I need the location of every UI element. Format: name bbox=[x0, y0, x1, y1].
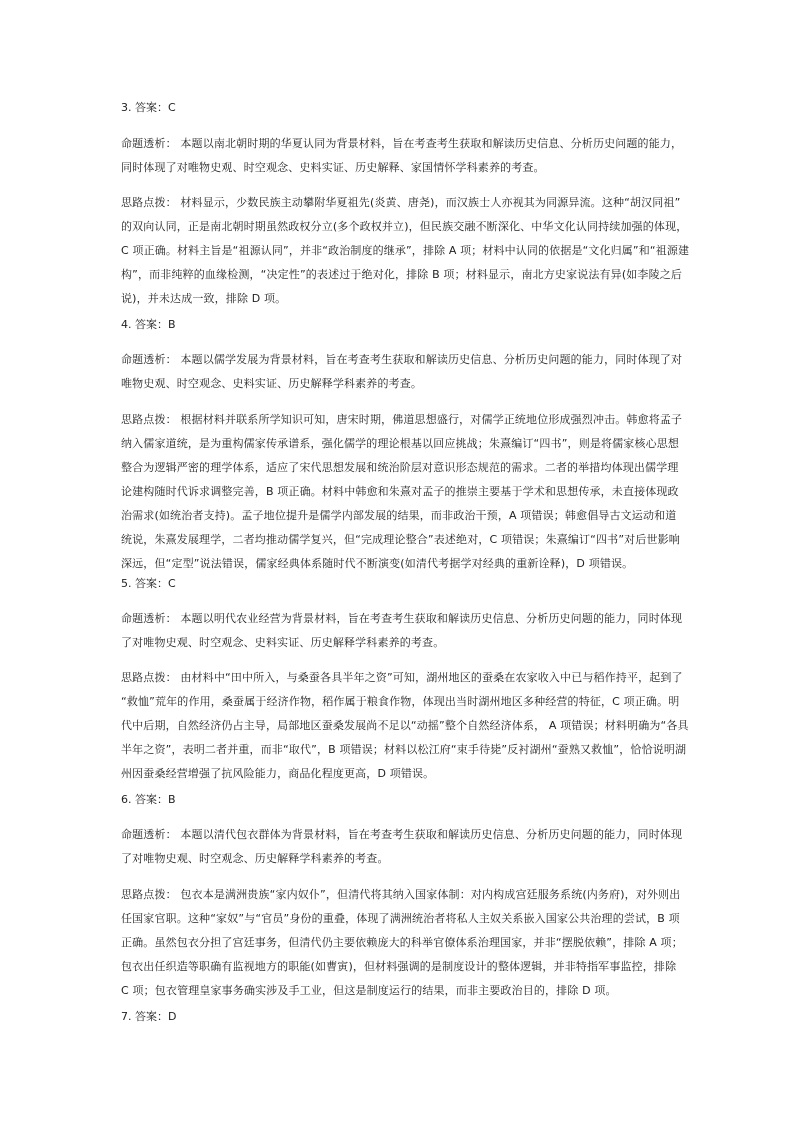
text-line: 命题透析： 本题以南北朝时期的华夏认同为背景材料，旨在考查考生获取和解读历史信息、分析历史问题的能力， bbox=[121, 137, 683, 150]
text-line: 包衣出任织造等职确有监视地方的职能(如曹寅)，但材料强调的是制度设计的整体逻辑，并非特指军事监控，排除 bbox=[121, 960, 677, 973]
text-line: 整合为逻辑严密的理学体系，适应了宋代思想发展和统治阶层对意识形态规范的需求。二者的举措均体现出儒学理 bbox=[121, 461, 679, 474]
text-line: 命题透析： 本题以儒学发展为背景材料，旨在考查考生获取和解读历史信息、分析历史问题的能力，同时体现了对 bbox=[121, 353, 683, 366]
answer-3: 3. 答案：C bbox=[121, 101, 176, 114]
text-line: 构”，而非纯粹的血缘检测，“决定性”的表述过于绝对化，排除 B 项；材料显示，南北方史家说法有异(如李陵之后 bbox=[121, 268, 683, 281]
hint-5 bbox=[121, 666, 689, 786]
analysis-6 bbox=[121, 823, 689, 871]
text-line: 思路点拨： 根据材料并联系所学知识可知，唐宋时期，佛道思想盛行，对儒学正统地位形成强烈冲击。韩愈将孟子 bbox=[121, 413, 683, 426]
text-line: 代中后期，自然经济仍占主导，局部地区蚕桑发展尚不足以“动摇”整个自然经济体系， A 项错误；材料明确为“各具 bbox=[121, 719, 689, 732]
text-line: 命题透析： 本题以清代包衣群体为背景材料，旨在考查考生获取和解读历史信息、分析历史问题的能力，同时体现 bbox=[121, 828, 683, 841]
text-line: 思路点拨： 包衣本是满洲贵族“家内奴仆”，但清代将其纳入国家体制：对内构成宫廷服务系统(内务府)，对外则出 bbox=[121, 888, 681, 901]
text-line: 了对唯物史观、时空观念、历史解释学科素养的考查。 bbox=[121, 852, 389, 865]
text-line: 深远，但“定型”说法错误，儒家经典体系随时代不断演变(如清代考据学对经典的重新诠释)，D 项错误。 bbox=[121, 557, 634, 570]
text-line: “救恤”荒年的作用，桑蚕属于经济作物，稻作属于粮食作物，体现出当时湖州地区多种经营的特征，C 项正确。明 bbox=[121, 695, 680, 708]
hint-3 bbox=[121, 191, 689, 311]
analysis-5 bbox=[121, 607, 689, 655]
answer-7: 7. 答案：D bbox=[121, 1010, 177, 1023]
text-line: 说)，并未达成一致，排除 D 项。 bbox=[121, 292, 287, 305]
answer-6: 6. 答案：B bbox=[121, 793, 176, 806]
text-line: 命题透析： 本题以明代农业经营为背景材料，旨在考查考生获取和解读历史信息、分析历史问题的能力，同时体现 bbox=[121, 612, 683, 625]
text-line: C 项正确。材料主旨是“祖源认同”，并非“政治制度的继承”，排除 A 项；材料中认同的依据是“文化归属”和“祖源建 bbox=[121, 244, 690, 257]
text-line: C 项；包衣管理皇家事务确实涉及手工业，但这是制度运行的结果，而非主要政治目的，排除 D 项。 bbox=[121, 984, 617, 997]
text-line: 论建构随时代诉求调整完善，B 项正确。材料中韩愈和朱熹对孟子的推崇主要基于学术和思想传承，未直接体现政 bbox=[121, 485, 679, 498]
analysis-4 bbox=[121, 348, 689, 396]
text-line: 同时体现了对唯物史观、时空观念、史料实证、历史解释、家国情怀学科素养的考查。 bbox=[121, 161, 545, 174]
text-line: 任国家官职。这种“家奴”与“官员”身份的重叠，体现了满洲统治者将私人主奴关系嵌入国家公共治理的尝试，B 项 bbox=[121, 912, 680, 925]
text-line: 治需求(如统治者支持)。孟子地位提升是儒学内部发展的结果，而非政治干预，A 项错误；韩愈倡导古文运动和道 bbox=[121, 509, 677, 522]
text-line: 了对唯物史观、时空观念、史料实证、历史解释学科素养的考查。 bbox=[121, 636, 445, 649]
text-line: 正确。虽然包衣分担了宫廷事务，但清代仍主要依赖庞大的科举官僚体系治理国家，并非“摆脱依赖”，排除 A 项； bbox=[121, 936, 683, 949]
hint-4 bbox=[121, 408, 689, 576]
text-line: 唯物史观、时空观念、史料实证、历史解释学科素养的考查。 bbox=[121, 377, 423, 390]
text-line: 纳入儒家道统，是为重构儒家传承谱系，强化儒学的理论根基以回应挑战；朱熹编订“四书”，则是将儒家核心思想 bbox=[121, 437, 680, 450]
text-line: 州因蚕桑经营增强了抗风险能力，商品化程度更高，D 项错误。 bbox=[121, 767, 435, 780]
text-line: 的双向认同，正是南北朝时期虽然政权分立(多个政权并立)，但民族交融不断深化、中华文化认同持续加强的体现， bbox=[121, 220, 688, 233]
text-line: 思路点拨： 材料显示，少数民族主动攀附华夏祖先(炎黄、唐尧)，而汉族士人亦视其为同源异流。这种“胡汉同祖” bbox=[121, 196, 681, 209]
hint-6 bbox=[121, 883, 689, 1003]
text-line: 思路点拨： 由材料中“田中所入，与桑蚕各具半年之资”可知，湖州地区的蚕桑在农家收入中已与稻作持平，起到了 bbox=[121, 671, 683, 684]
text-line: 半年之资”，表明二者并重，而非“取代”，B 项错误；材料以松江府“束手待毙”反衬湖州“蚕熟又救恤”，恰恰说明湖 bbox=[121, 743, 687, 756]
answer-5: 5. 答案：C bbox=[121, 577, 176, 590]
answer-4: 4. 答案：B bbox=[121, 318, 176, 331]
analysis-3 bbox=[121, 132, 689, 180]
text-line: 统说，朱熹发展理学，二者均推动儒学复兴，但“完成理论整合”表述绝对，C 项错误；朱熹编订“四书”对后世影响 bbox=[121, 533, 680, 546]
